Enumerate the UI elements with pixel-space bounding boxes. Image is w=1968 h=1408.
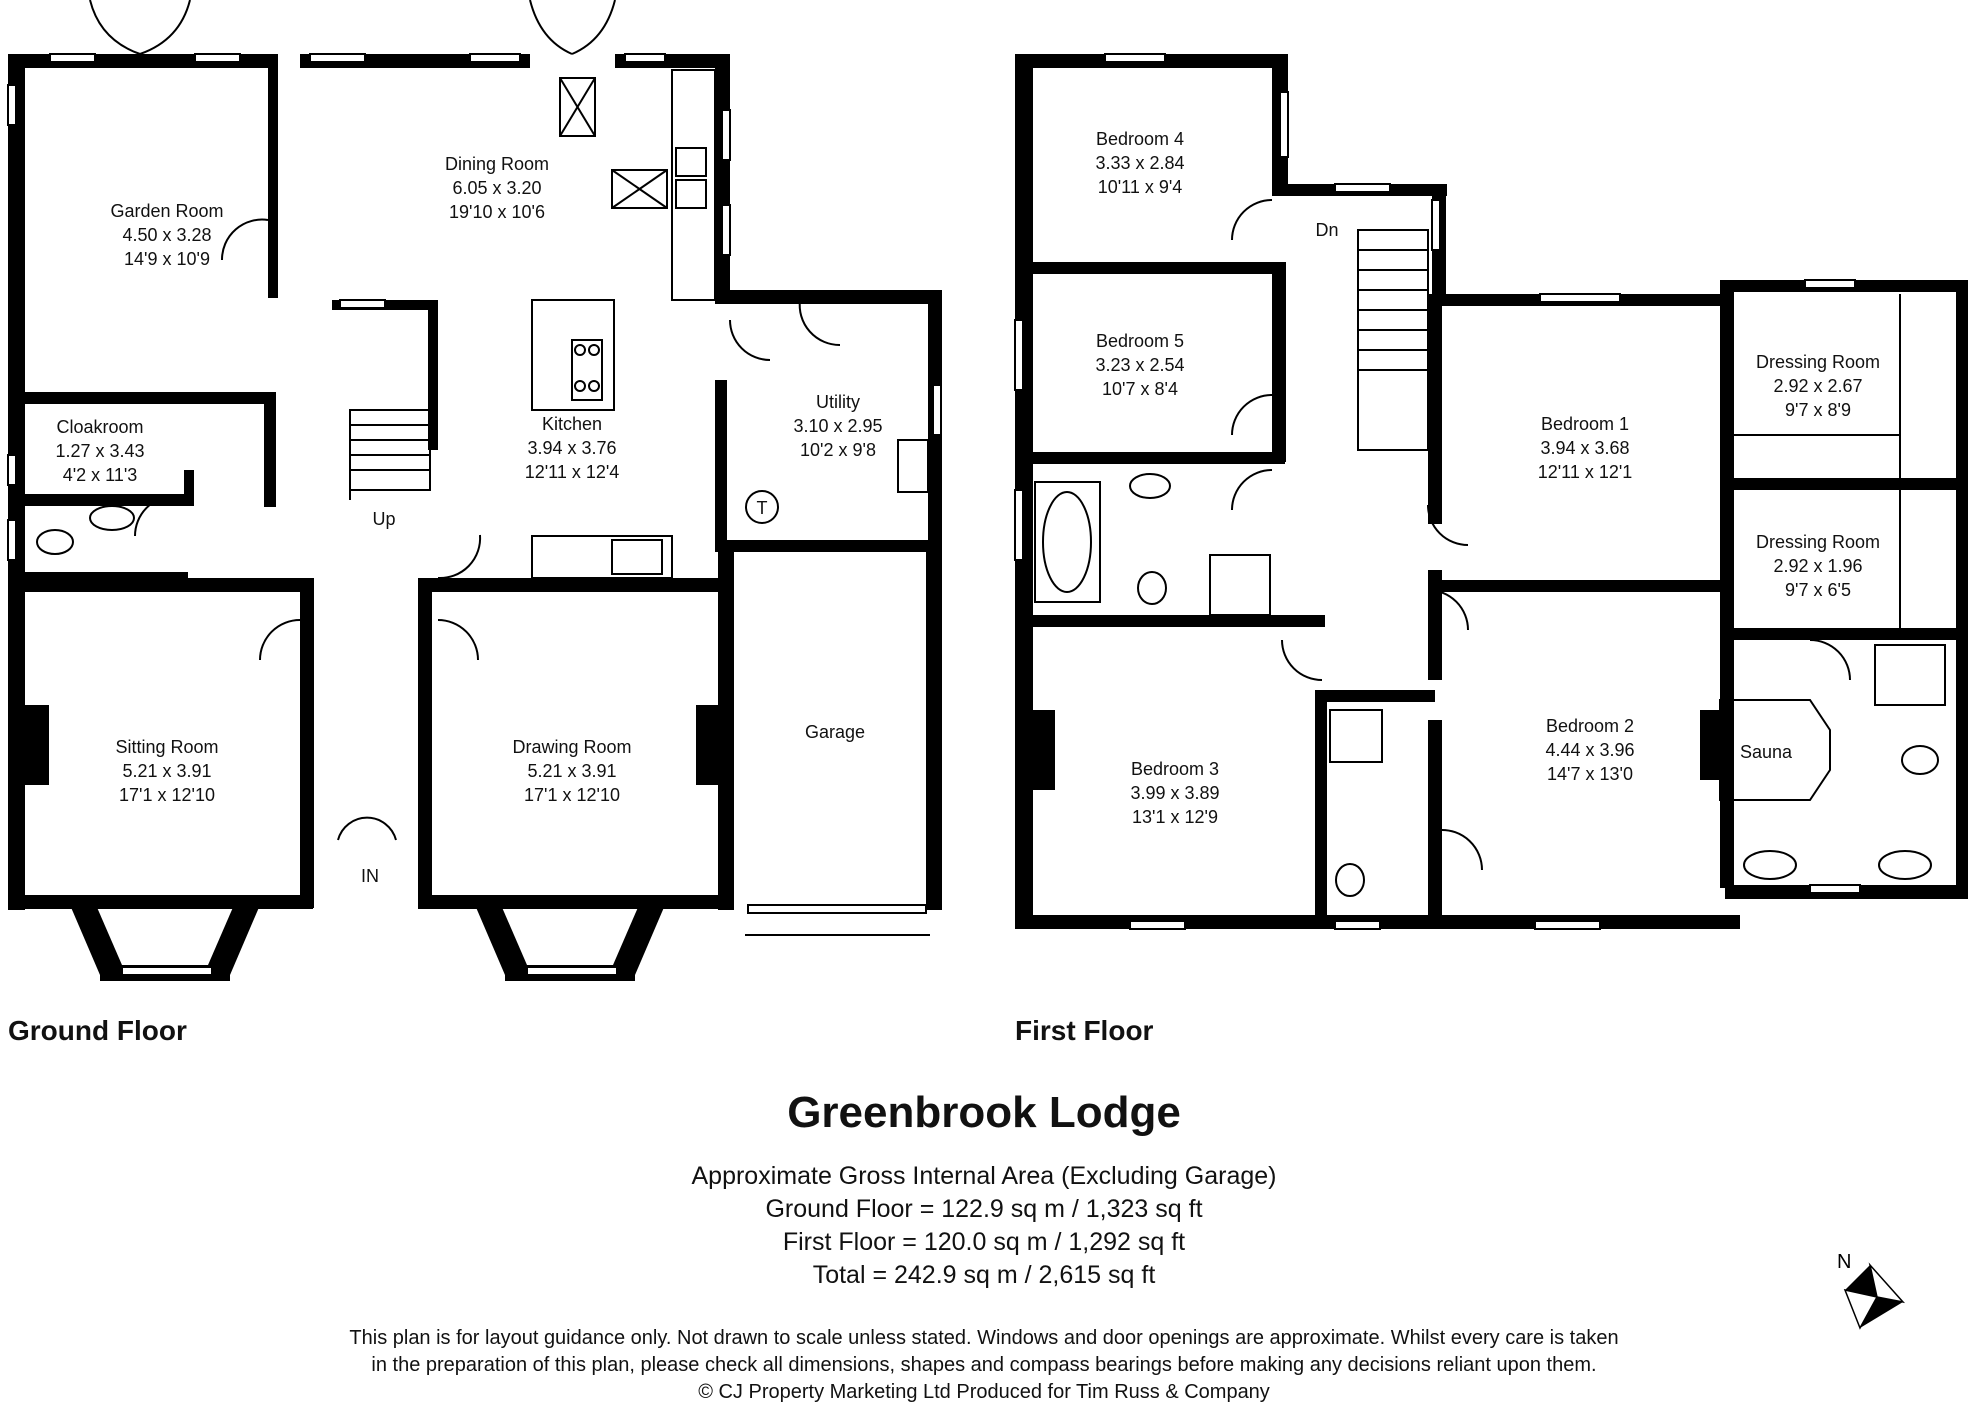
ground-room-labels <box>55 154 882 886</box>
garden-room-name: Garden Room <box>110 201 224 221</box>
sitting-room-name: Sitting Room <box>115 737 219 757</box>
first-floor-label: First Floor <box>1015 1015 1154 1046</box>
bedroom-5-imperial: 10'7 x 8'4 <box>1102 379 1178 399</box>
compass-icon <box>1815 1240 1915 1340</box>
kitchen-metric: 3.94 x 3.76 <box>527 438 617 458</box>
bedroom-4-name: Bedroom 4 <box>1095 129 1185 149</box>
dressing-room-1-name: Dressing Room <box>1755 352 1881 372</box>
disclaimer-line-1: This plan is for layout guidance only. Not drawn to scale unless stated. Windows and door openings are approximate. Whilst every care is taken <box>349 1327 1619 1349</box>
kitchen-imperial: 12'11 x 12'4 <box>524 462 620 482</box>
area-total: Total = 242.9 sq m / 2,615 sq ft <box>812 1261 1156 1289</box>
garden-room-imperial: 14'9 x 10'9 <box>124 249 210 269</box>
bedroom-5-metric: 3.23 x 2.54 <box>1095 355 1185 375</box>
tank-marker: T <box>756 498 768 518</box>
garage-name: Garage <box>804 722 866 742</box>
dining-room-imperial: 19'10 x 10'6 <box>449 202 545 222</box>
dressing-room-1-imperial: 9'7 x 8'9 <box>1785 400 1851 420</box>
compass-north-label: N <box>1837 1251 1852 1273</box>
cloakroom-name: Cloakroom <box>56 417 144 437</box>
sitting-room-metric: 5.21 x 3.91 <box>122 761 212 781</box>
sitting-room-imperial: 17'1 x 12'10 <box>119 785 215 805</box>
area-first: First Floor = 120.0 sq m / 1,292 sq ft <box>782 1228 1186 1256</box>
bedroom-4-metric: 3.33 x 2.84 <box>1095 153 1185 173</box>
dining-room-name: Dining Room <box>444 154 550 174</box>
area-heading: Approximate Gross Internal Area (Excluding Garage) <box>691 1162 1277 1190</box>
cloakroom-imperial: 4'2 x 11'3 <box>62 465 138 485</box>
dressing-room-2-name: Dressing Room <box>1755 532 1881 552</box>
ground-floor-label: Ground Floor <box>8 1015 187 1046</box>
disclaimer-line-2: in the preparation of this plan, please check all dimensions, shapes and compass bearings before making any decisions reliant upon them. <box>371 1354 1597 1376</box>
property-title: Greenbrook Lodge <box>787 1088 1181 1137</box>
drawing-room-metric: 5.21 x 3.91 <box>527 761 617 781</box>
bedroom-4-imperial: 10'11 x 9'4 <box>1097 177 1183 197</box>
cloakroom-metric: 1.27 x 3.43 <box>55 441 145 461</box>
dressing-room-2-metric: 2.92 x 1.96 <box>1773 556 1863 576</box>
bedroom-3-imperial: 13'1 x 12'9 <box>1132 807 1218 827</box>
dressing-room-2-imperial: 9'7 x 6'5 <box>1785 580 1851 600</box>
utility-name: Utility <box>816 392 860 412</box>
bedroom-1-metric: 3.94 x 3.68 <box>1540 438 1630 458</box>
drawing-room-name: Drawing Room <box>512 737 632 757</box>
dressing-room-1-metric: 2.92 x 2.67 <box>1773 376 1863 396</box>
utility-imperial: 10'2 x 9'8 <box>800 440 876 460</box>
bedroom-2-name: Bedroom 2 <box>1545 716 1635 736</box>
stairs-up-marker: Up <box>372 509 396 529</box>
bedroom-1-imperial: 12'11 x 12'1 <box>1537 462 1633 482</box>
bedroom-2-imperial: 14'7 x 13'0 <box>1547 764 1633 784</box>
area-ground: Ground Floor = 122.9 sq m / 1,323 sq ft <box>765 1195 1203 1223</box>
utility-metric: 3.10 x 2.95 <box>793 416 883 436</box>
entrance-marker: IN <box>361 866 379 886</box>
ground-bay-windows <box>70 905 665 981</box>
bedroom-3-name: Bedroom 3 <box>1130 759 1220 779</box>
garden-room-metric: 4.50 x 3.28 <box>122 225 212 245</box>
bedroom-2-metric: 4.44 x 3.96 <box>1545 740 1635 760</box>
bedroom-5-name: Bedroom 5 <box>1095 331 1185 351</box>
area-summary <box>0 1160 1968 1292</box>
dining-room-metric: 6.05 x 3.20 <box>452 178 542 198</box>
bedroom-3-metric: 3.99 x 3.89 <box>1130 783 1220 803</box>
disclaimer <box>0 1325 1968 1406</box>
sauna-name: Sauna <box>1739 742 1793 762</box>
bedroom-1-name: Bedroom 1 <box>1540 414 1630 434</box>
disclaimer-line-3: © CJ Property Marketing Ltd Produced for Tim Russ & Company <box>698 1381 1270 1403</box>
stairs-down-marker: Dn <box>1315 220 1339 240</box>
drawing-room-imperial: 17'1 x 12'10 <box>524 785 620 805</box>
kitchen-name: Kitchen <box>541 414 603 434</box>
